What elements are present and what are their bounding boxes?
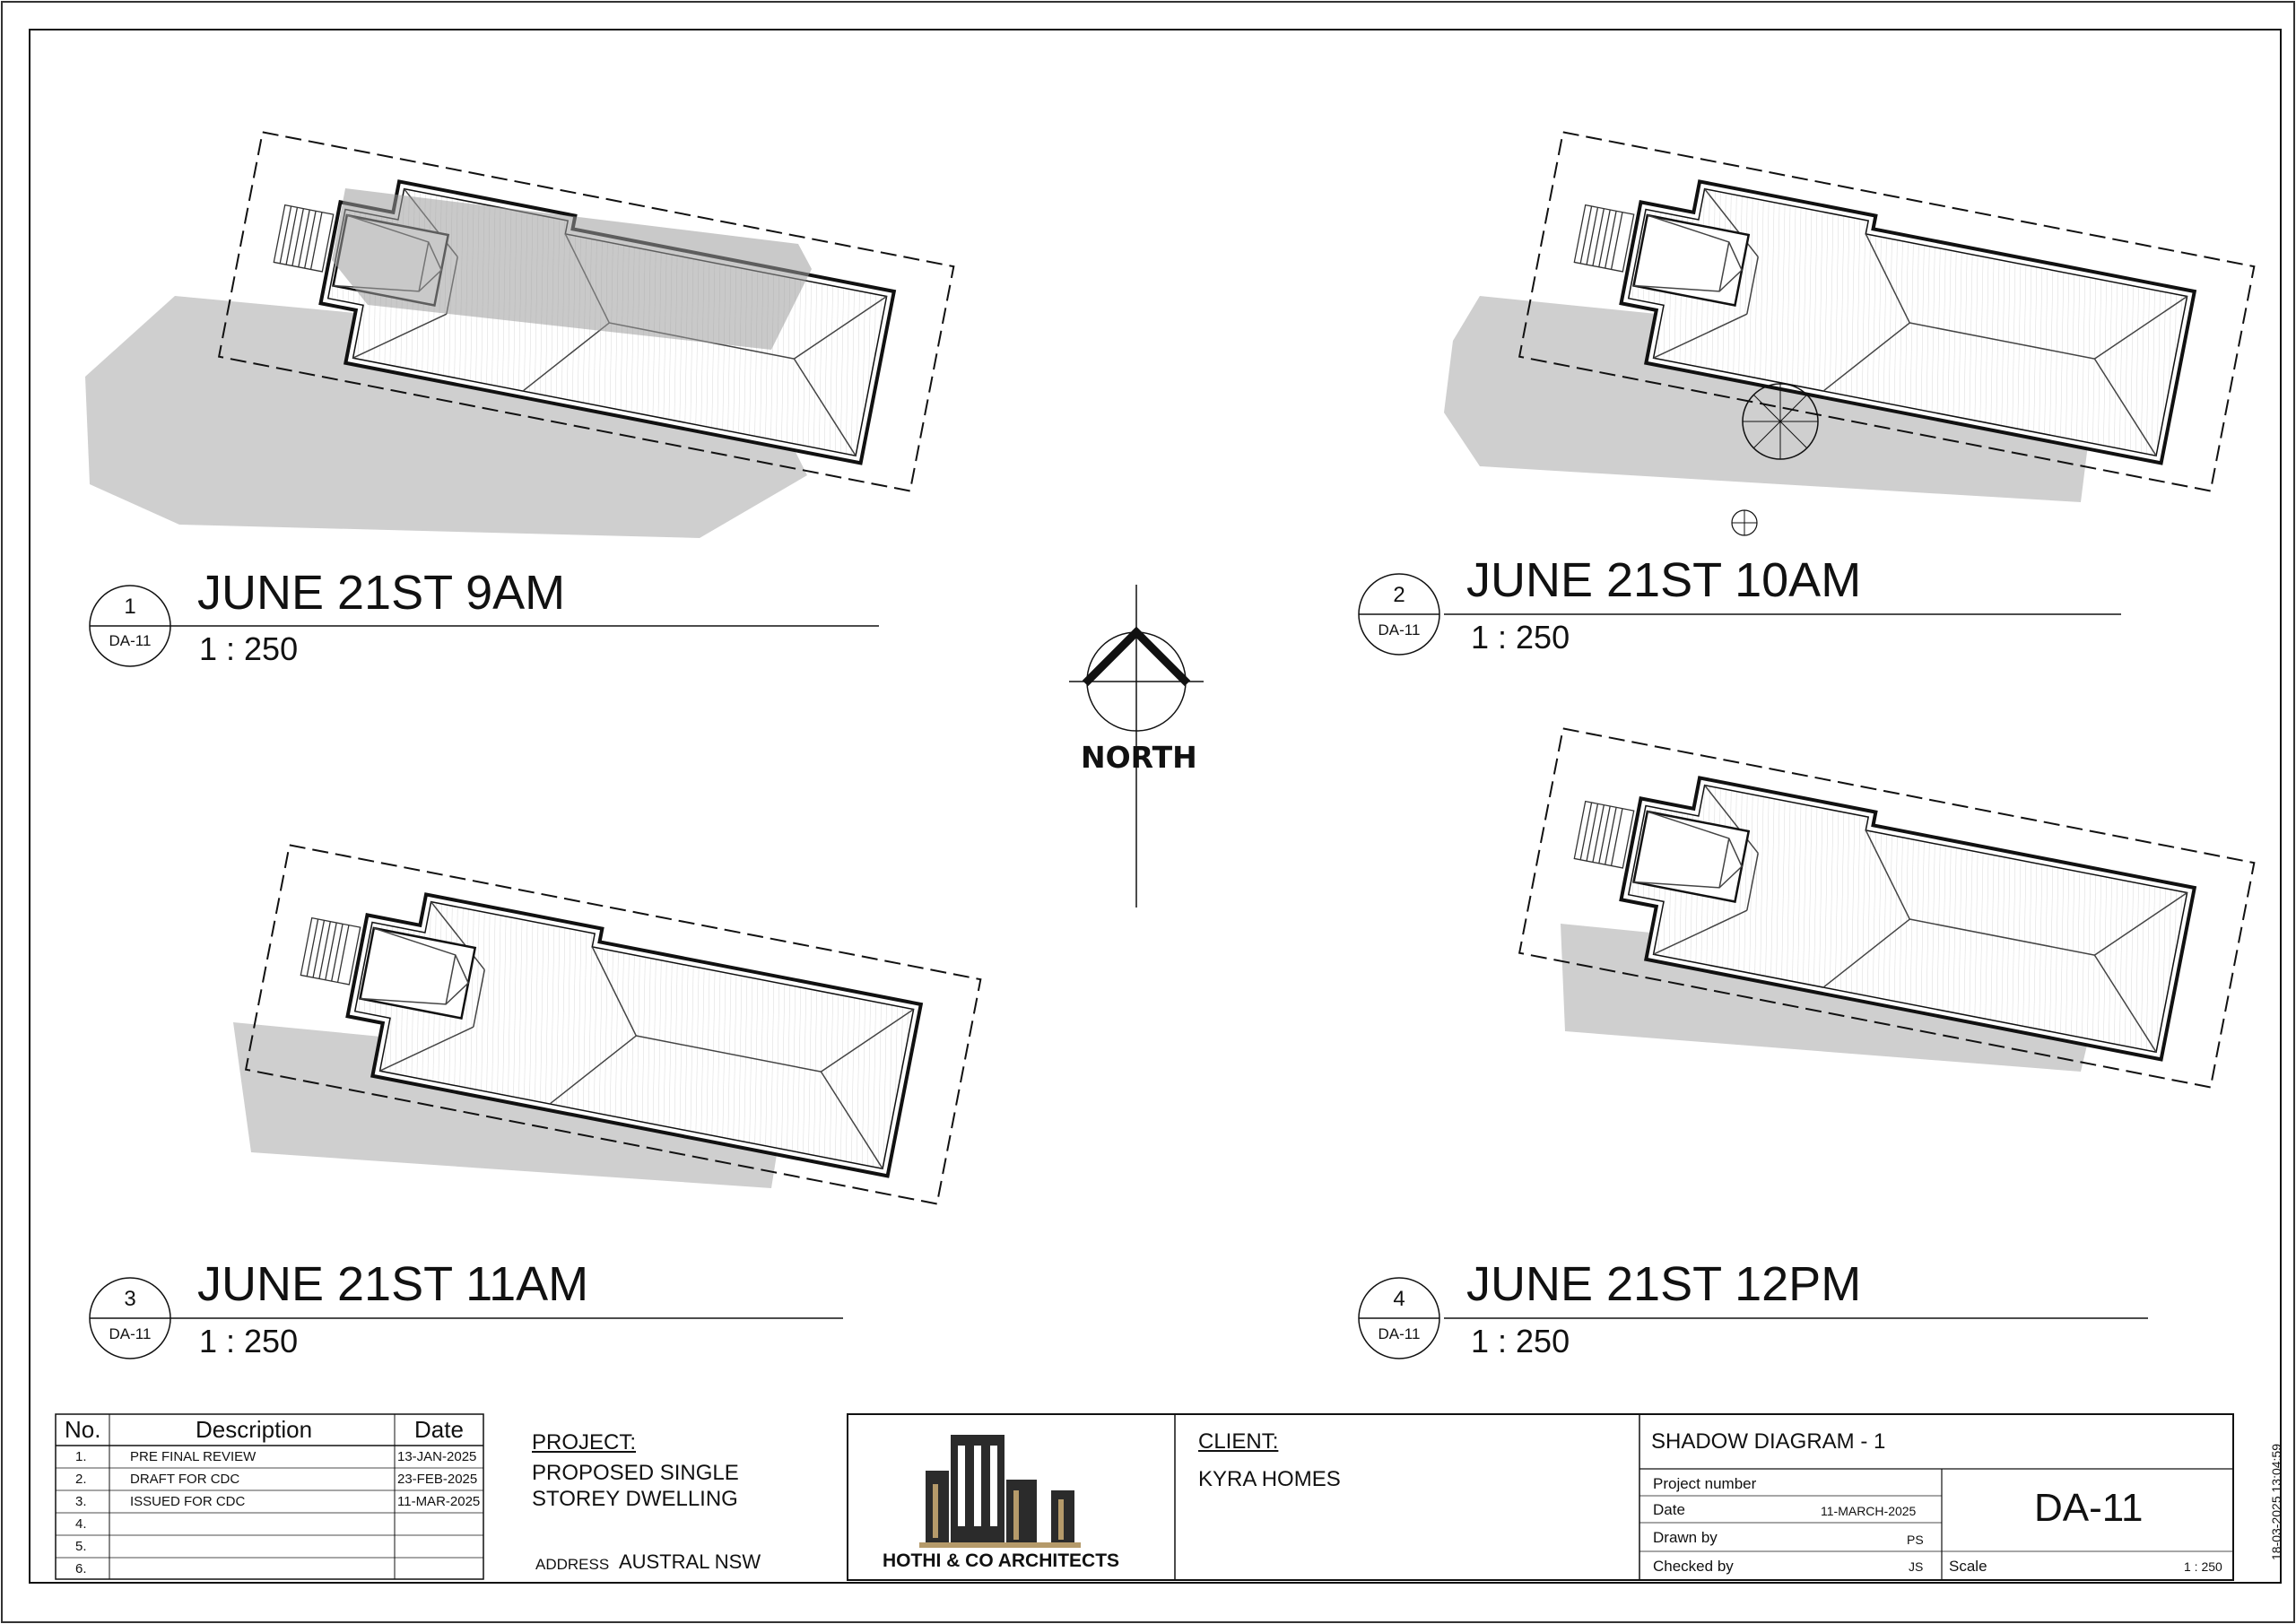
shadow-plan-12pm <box>1519 728 2254 1087</box>
client-heading: CLIENT: <box>1198 1429 1279 1454</box>
view-2-title: JUNE 21ST 10AM <box>1466 553 1862 607</box>
view-3-number: 3 <box>124 1287 136 1311</box>
scale-label: Scale <box>1949 1558 1987 1575</box>
drawn-by-value: PS <box>1907 1533 1924 1547</box>
shadow-plan-9am <box>85 132 953 538</box>
date-value: 11-MARCH-2025 <box>1821 1504 1917 1518</box>
tree-icon <box>1743 384 1818 459</box>
revision-row-1-no: 1. <box>75 1449 87 1464</box>
view-3-title: JUNE 21ST 11AM <box>197 1257 589 1311</box>
sheet-number: DA-11 <box>2034 1486 2144 1530</box>
shadow-plan-11am <box>233 845 980 1203</box>
view-3-scale: 1 : 250 <box>199 1323 299 1359</box>
revision-header-no: No. <box>65 1416 101 1443</box>
revision-row-6-no: 6. <box>75 1561 87 1576</box>
checked-by-value: JS <box>1909 1559 1924 1574</box>
building-logo-icon <box>919 1435 1081 1548</box>
shrub-icon <box>1732 510 1757 535</box>
shadow-plan-10am <box>1444 132 2254 535</box>
scale-value: 1 : 250 <box>2184 1559 2222 1574</box>
client-name: KYRA HOMES <box>1198 1467 1341 1491</box>
sheet-title: SHADOW DIAGRAM - 1 <box>1651 1429 1886 1454</box>
revision-row-3-date: 11-MAR-2025 <box>397 1494 481 1509</box>
view-4-number: 4 <box>1393 1287 1405 1311</box>
revision-header-date: Date <box>414 1416 464 1443</box>
checked-by-label: Checked by <box>1653 1558 1734 1575</box>
project-heading: PROJECT: <box>532 1430 637 1455</box>
revision-row-5-no: 5. <box>75 1539 87 1554</box>
revision-header-description: Description <box>196 1416 313 1443</box>
project-number-label: Project number <box>1653 1475 1757 1492</box>
view-4-sheet-ref: DA-11 <box>1378 1325 1421 1342</box>
firm-name: HOTHI & CO ARCHITECTS <box>883 1550 1120 1571</box>
north-label: NORTH <box>1081 740 1197 775</box>
view-4-title: JUNE 21ST 12PM <box>1466 1257 1862 1311</box>
project-line-2: STOREY DWELLING <box>532 1487 738 1511</box>
view-2-scale: 1 : 250 <box>1471 619 1570 656</box>
print-stamp: 18-03-2025 13:04:59 <box>2269 1444 2283 1560</box>
revision-row-2-description: DRAFT FOR CDC <box>130 1472 240 1487</box>
revision-row-2-no: 2. <box>75 1472 87 1487</box>
revision-row-3-no: 3. <box>75 1494 87 1509</box>
view-2-sheet-ref: DA-11 <box>1378 621 1421 638</box>
view-1-number: 1 <box>124 595 136 619</box>
view-2-number: 2 <box>1393 583 1405 607</box>
view-4-scale: 1 : 250 <box>1471 1323 1570 1359</box>
revision-row-1-date: 13-JAN-2025 <box>397 1449 477 1464</box>
address-label: ADDRESS <box>535 1556 610 1573</box>
drawn-by-label: Drawn by <box>1653 1529 1718 1546</box>
view-1-title: JUNE 21ST 9AM <box>197 566 566 620</box>
project-line-1: PROPOSED SINGLE <box>532 1461 739 1485</box>
view-3-sheet-ref: DA-11 <box>109 1325 152 1342</box>
view-1-sheet-ref: DA-11 <box>109 632 152 649</box>
address-value: AUSTRAL NSW <box>619 1550 761 1573</box>
revision-row-1-description: PRE FINAL REVIEW <box>130 1449 257 1464</box>
revision-row-3-description: ISSUED FOR CDC <box>130 1494 246 1509</box>
revision-row-4-no: 4. <box>75 1516 87 1532</box>
date-label: Date <box>1653 1501 1685 1518</box>
view-1-scale: 1 : 250 <box>199 630 299 667</box>
revision-row-2-date: 23-FEB-2025 <box>397 1472 478 1487</box>
